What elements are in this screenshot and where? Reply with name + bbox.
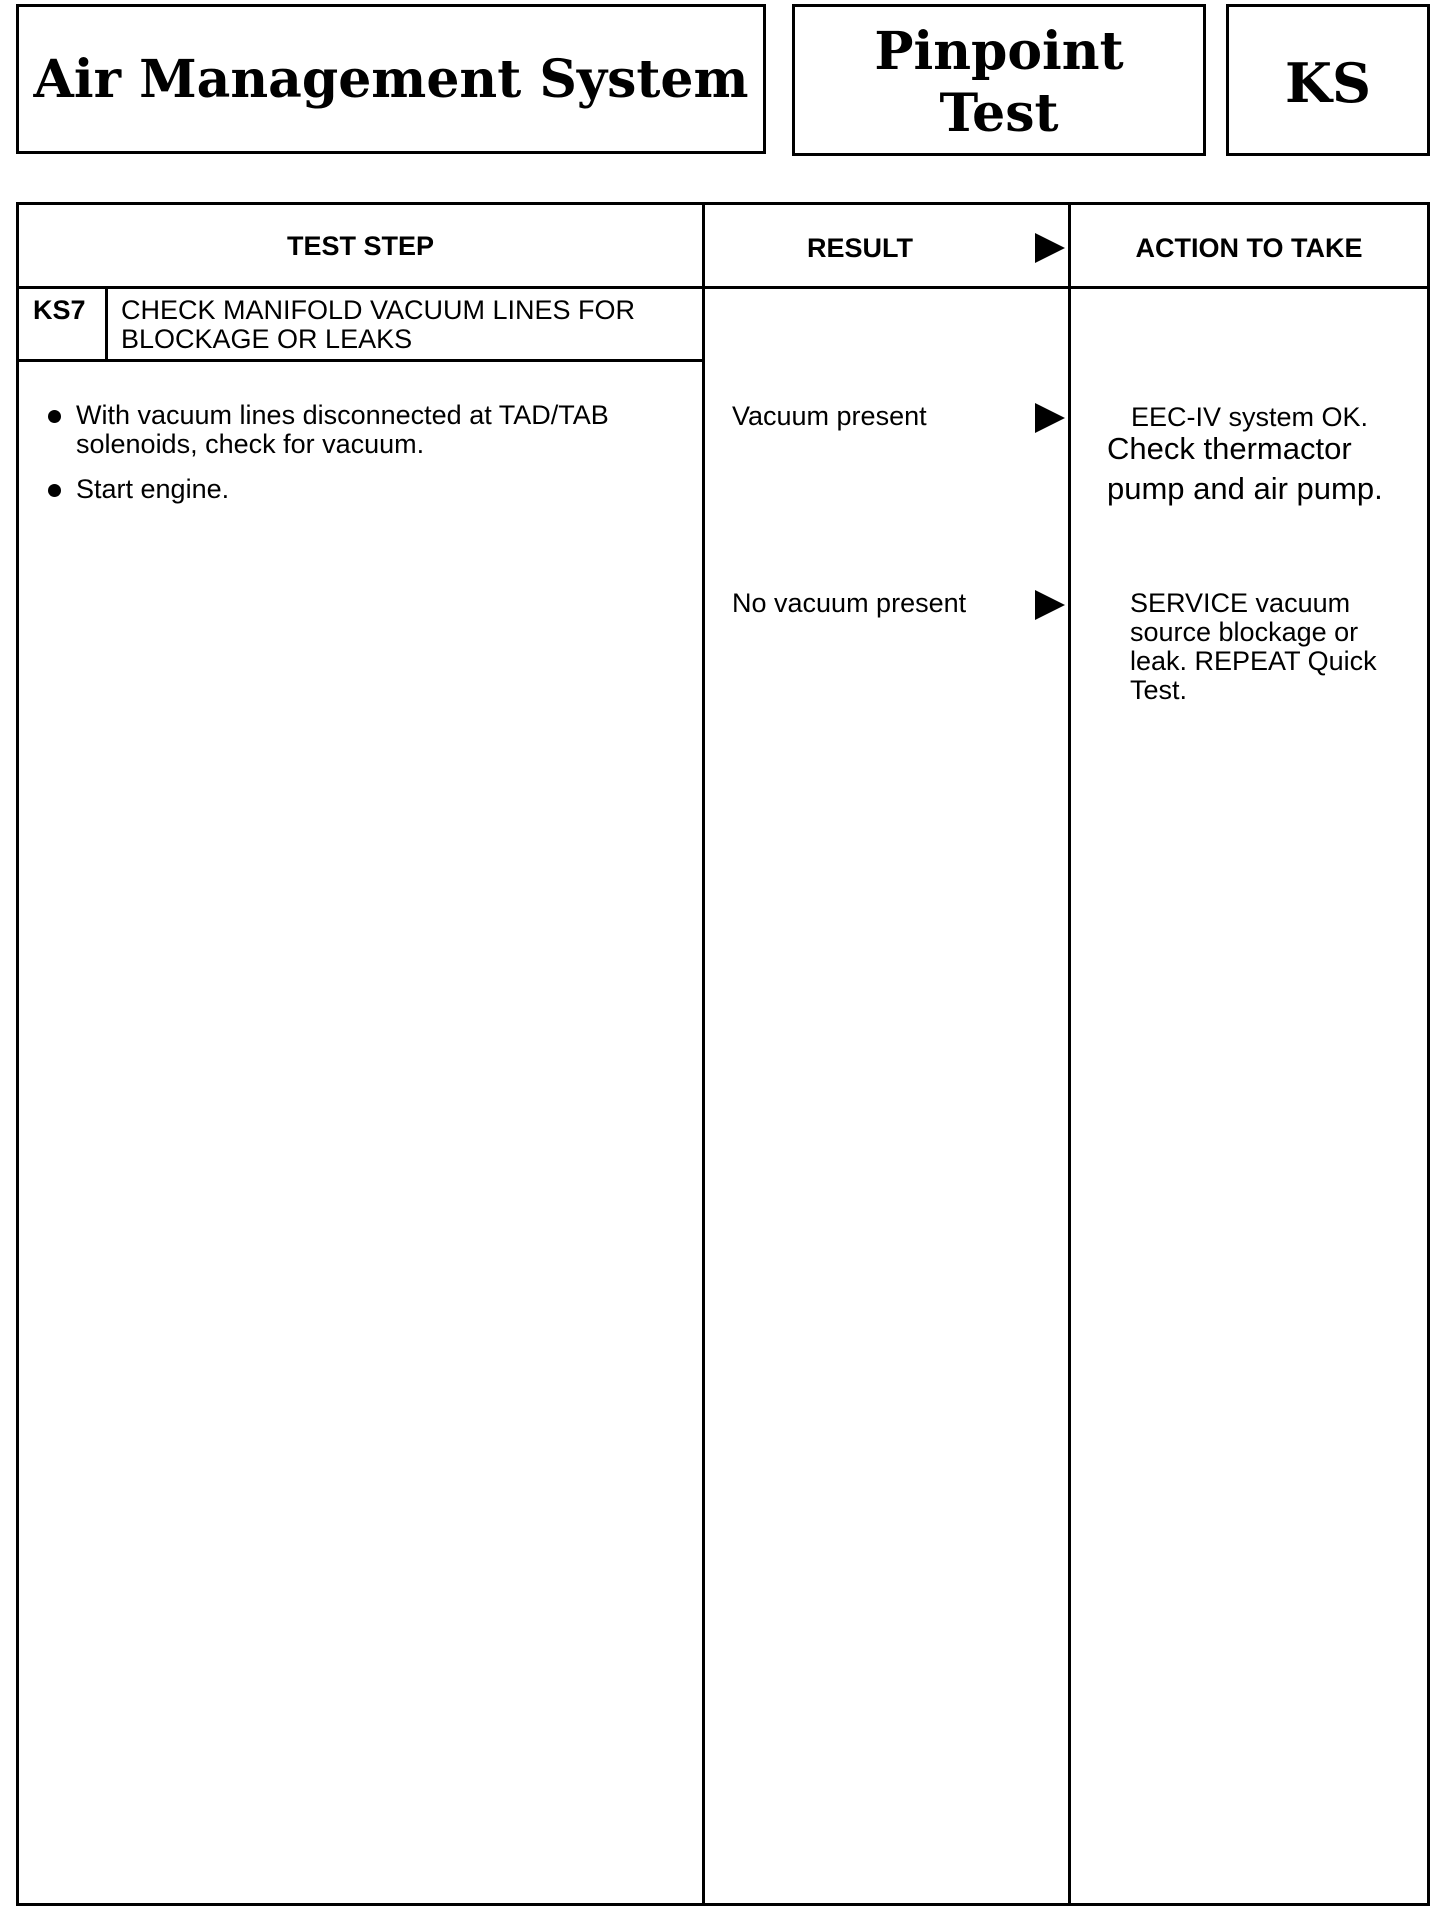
action-2: SERVICE vacuum source blockage or leak. REPEAT Quick Test. [1130, 588, 1377, 705]
section-code: KS [1285, 51, 1371, 115]
action-1-line-3: pump and air pump. [1107, 471, 1383, 506]
header-row-divider [19, 286, 1427, 289]
code-box [1226, 4, 1430, 156]
header-arrow-icon [1035, 233, 1065, 263]
result-2: No vacuum present [732, 588, 967, 618]
step-id-divider [105, 286, 108, 360]
subtitle-line-2: Test [939, 83, 1059, 144]
bullet-2-text: Start engine. [76, 474, 230, 504]
pinpoint-table [16, 202, 1430, 1906]
step-title-divider [19, 359, 705, 362]
column-divider-2 [1068, 205, 1071, 1903]
header-action: ACTION TO TAKE [1135, 233, 1363, 263]
column-divider-1 [702, 205, 705, 1903]
result-1: Vacuum present [732, 401, 927, 431]
subtitle-box [792, 4, 1206, 156]
action-1-line-2: Check thermactor [1107, 431, 1352, 466]
header-test-step: TEST STEP [286, 231, 435, 261]
result-1-arrow-icon [1035, 403, 1065, 433]
title-box [16, 4, 766, 154]
bullet-1-icon [48, 410, 61, 423]
bullet-2-icon [48, 484, 61, 497]
step-title-line-1: CHECK MANIFOLD VACUUM LINES FOR [121, 295, 636, 325]
header-result: RESULT [807, 233, 913, 263]
step-id: KS7 [33, 295, 86, 325]
result-2-arrow-icon [1035, 590, 1065, 620]
bullet-1-text: With vacuum lines disconnected at TAD/TAB solenoids, check for vacuum. [76, 400, 609, 459]
page-title: Air Management System [33, 49, 749, 110]
action-1-line-1: EEC-IV system OK. [1131, 402, 1369, 432]
step-title-line-2: BLOCKAGE OR LEAKS [121, 324, 413, 354]
subtitle-line-1: Pinpoint [874, 21, 1124, 82]
